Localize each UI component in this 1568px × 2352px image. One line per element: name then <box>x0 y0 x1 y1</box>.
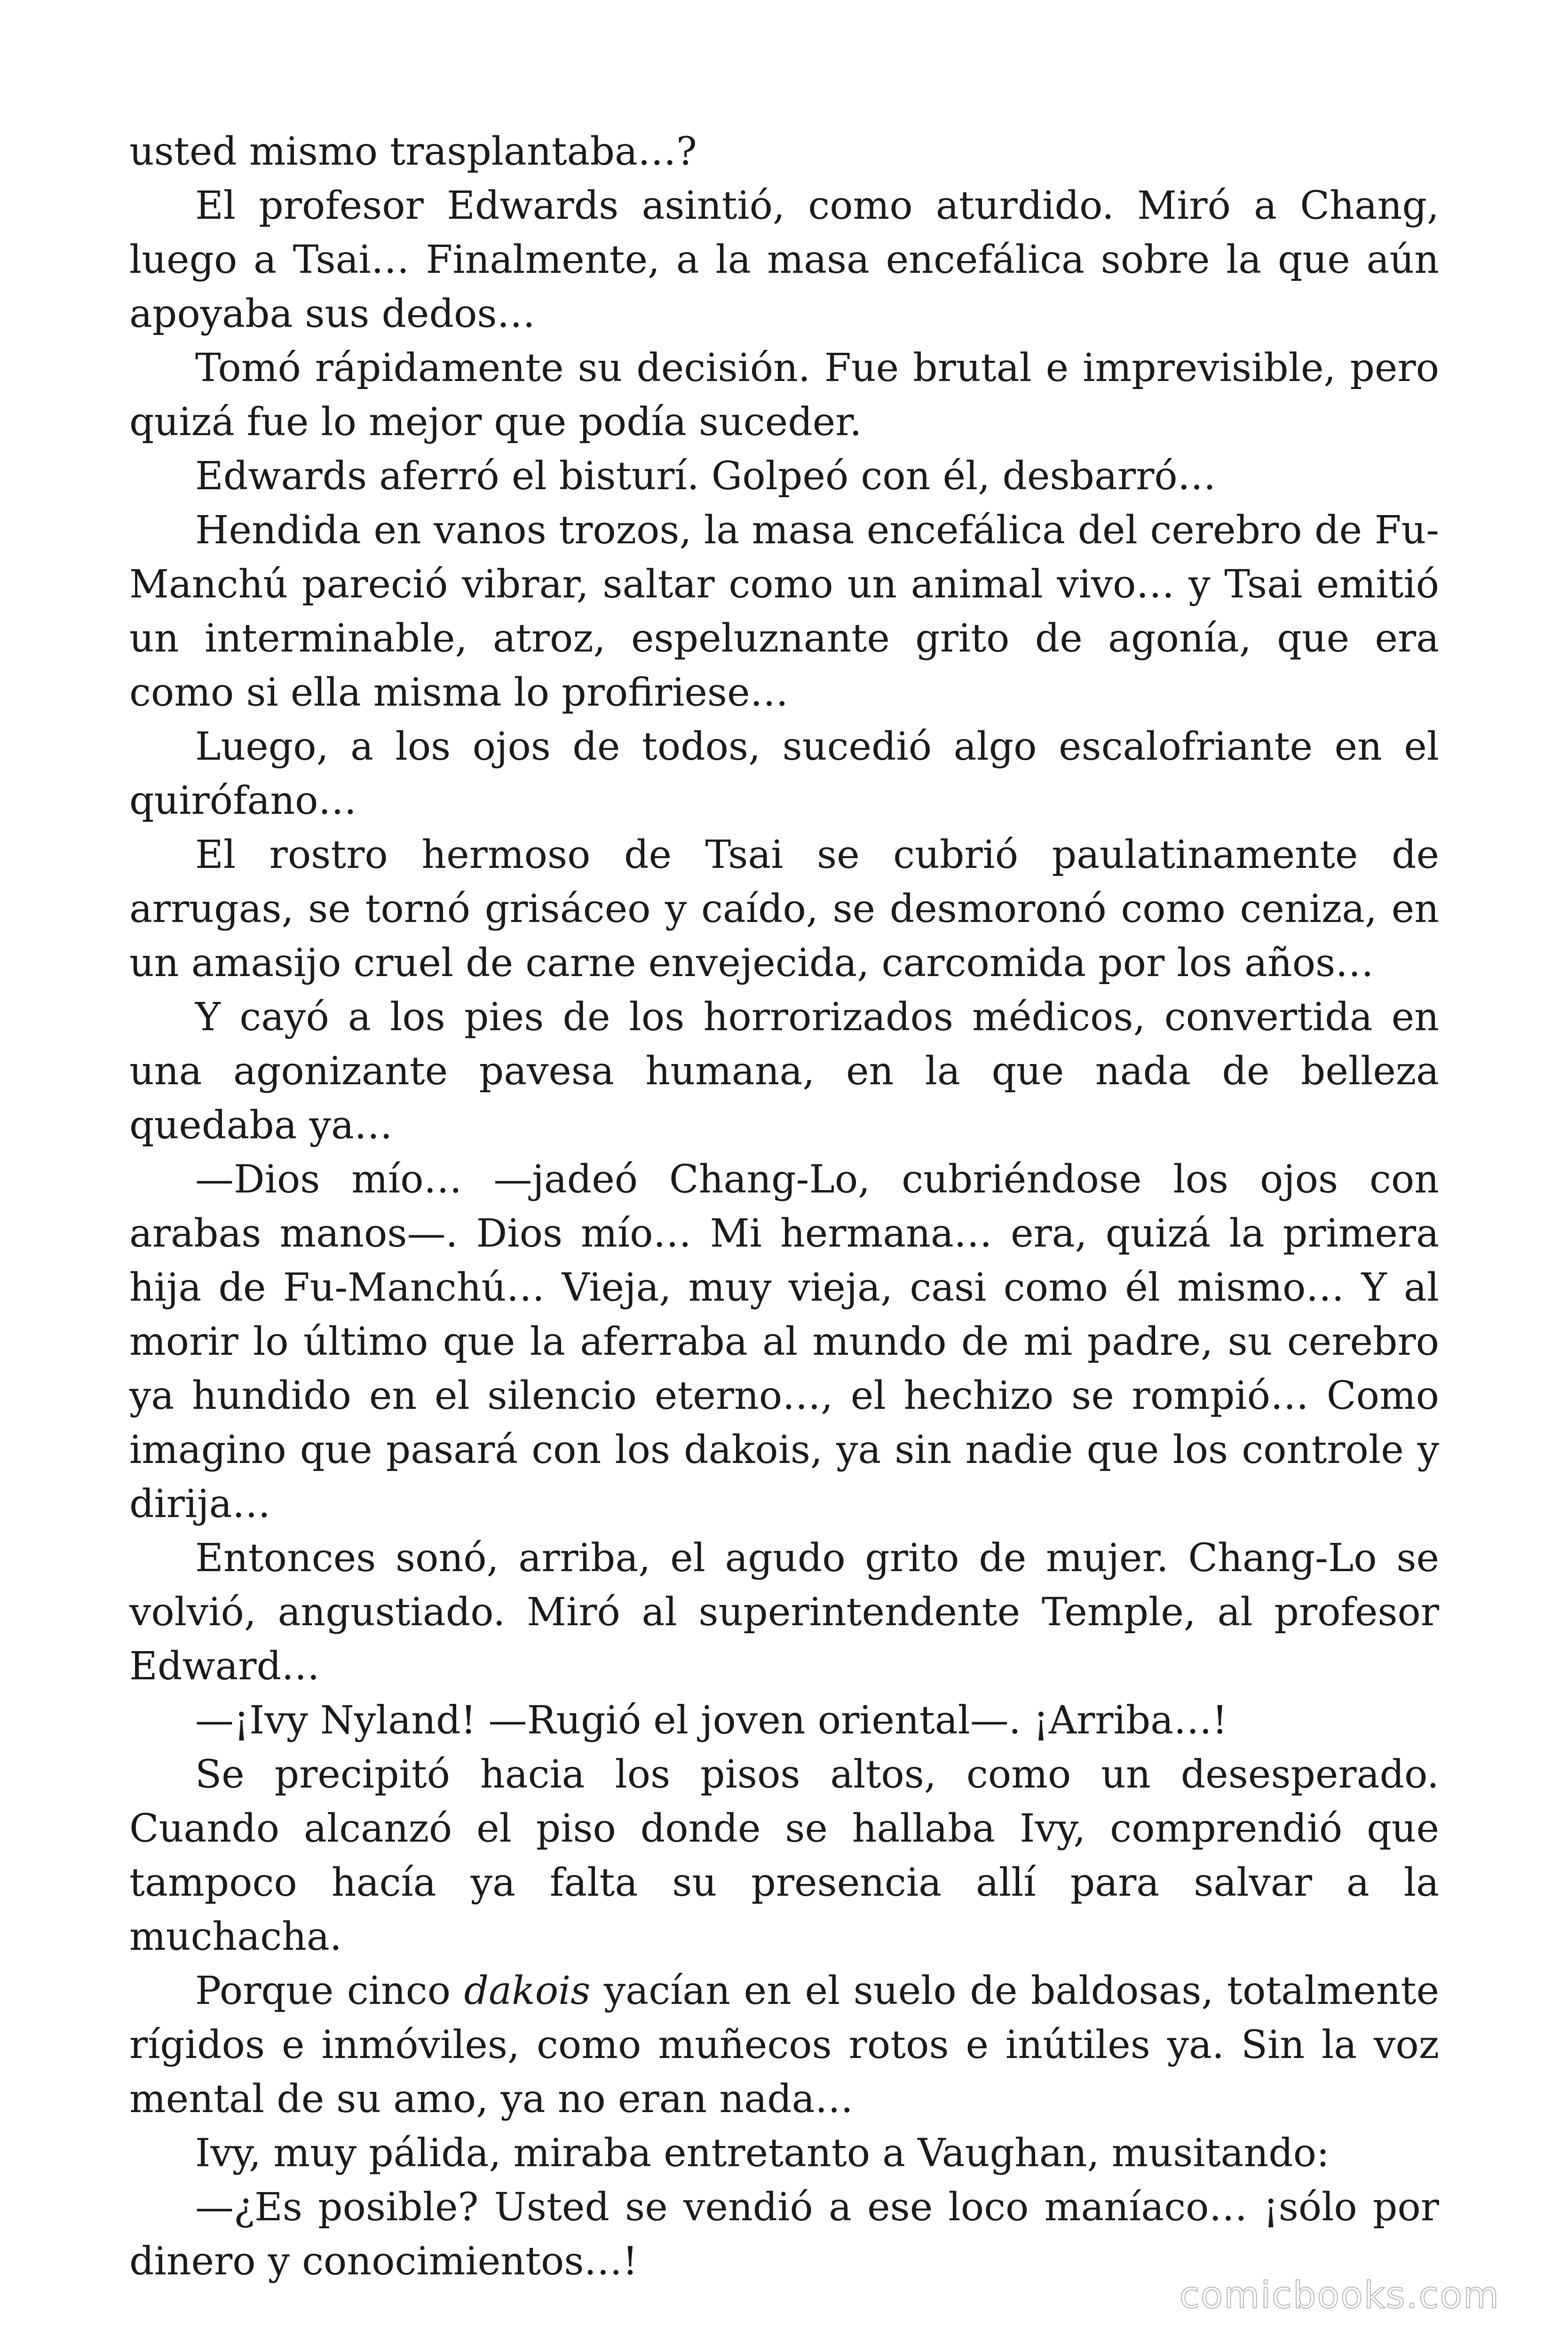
paragraph <box>129 1693 1439 1748</box>
paragraph <box>129 1531 1439 1693</box>
paragraph <box>129 990 1439 1152</box>
paragraph-text: usted mismo trasplantaba…? <box>129 129 697 174</box>
italic-term: dakois <box>464 1969 591 2013</box>
paragraph-text: Porque cinco <box>195 1969 464 2013</box>
paragraph-text: Se precipitó hacia los pisos altos, como un desesperado. Cuando alcanzó el piso donde se hallaba Ivy, comprendió que tampoco hacía ya falta su presencia allí para salvar a la muchacha. <box>129 1752 1439 1959</box>
paragraph-text: Ivy, muy pálida, miraba entretanto a Vaughan, musitando: <box>195 2131 1330 2176</box>
paragraph-text: Edwards aferró el bisturí. Golpeó con él, desbarró… <box>195 454 1216 499</box>
paragraph-text: Y cayó a los pies de los horrorizados médicos, convertida en una agonizante pavesa humana, en la que nada de belleza quedaba ya… <box>129 995 1439 1148</box>
paragraph-text: —¡Ivy Nyland! —Rugió el joven oriental—. ¡Arriba…! <box>195 1698 1228 1743</box>
paragraph <box>129 1748 1439 1964</box>
paragraph <box>129 179 1439 341</box>
paragraph <box>129 720 1439 828</box>
paragraph <box>129 2126 1439 2180</box>
paragraph-text: El profesor Edwards asintió, como aturdido. Miró a Chang, luego a Tsai… Finalmente, a la masa encefálica sobre la que aún apoyaba sus dedos… <box>129 183 1439 336</box>
paragraph-text: Entonces sonó, arriba, el agudo grito de mujer. Chang-Lo se volvió, angustiado. Miró al superintendente Temple, al profesor Edward… <box>129 1536 1439 1689</box>
paragraph <box>129 125 1439 179</box>
paragraph <box>129 828 1439 990</box>
paragraph-text: yacían en el suelo de baldosas, totalmente rígidos e inmóviles, como muñecos rotos e inútiles ya. Sin la voz mental de su amo, ya no eran nada… <box>129 1969 1439 2122</box>
paragraph-text: —Dios mío… —jadeó Chang-Lo, cubriéndose los ojos con arabas manos—. Dios mío… Mi hermana… era, quizá la primera hija de Fu-Manchú… Vieja, muy vieja, casi como él mismo… Y al morir lo último que la aferraba al mundo de mi padre, su cerebro ya hundido en el silencio eterno…, el hechizo se rompió… Como imagino que pasará con los dakois, ya sin nadie que los controle y dirija… <box>129 1157 1439 1526</box>
watermark: comicbooks.com <box>1179 2274 1500 2317</box>
paragraph <box>129 449 1439 503</box>
paragraph <box>129 503 1439 720</box>
paragraph <box>129 1964 1439 2126</box>
paragraph <box>129 1152 1439 1531</box>
paragraph <box>129 2180 1439 2288</box>
paragraph-text: —¿Es posible? Usted se vendió a ese loco maníaco… ¡sólo por dinero y conocimientos…! <box>129 2185 1439 2284</box>
paragraph-text: Tomó rápidamente su decisión. Fue brutal e imprevisible, pero quizá fue lo mejor que podía suceder. <box>129 346 1439 445</box>
paragraph-text: Luego, a los ojos de todos, sucedió algo escalofriante en el quirófano… <box>129 724 1439 823</box>
paragraph-text: Hendida en vanos trozos, la masa encefálica del cerebro de Fu-Manchú pareció vibrar, saltar como un animal vivo… y Tsai emitió un interminable, atroz, espeluznante grito de agonía, que era como si ella misma lo profiriese… <box>129 508 1439 715</box>
body-text <box>129 125 1439 2288</box>
paragraph <box>129 341 1439 449</box>
paragraph-text: El rostro hermoso de Tsai se cubrió paulatinamente de arrugas, se tornó grisáceo y caído, se desmoronó como ceniza, en un amasijo cruel de carne envejecida, carcomida por los años… <box>129 833 1439 985</box>
